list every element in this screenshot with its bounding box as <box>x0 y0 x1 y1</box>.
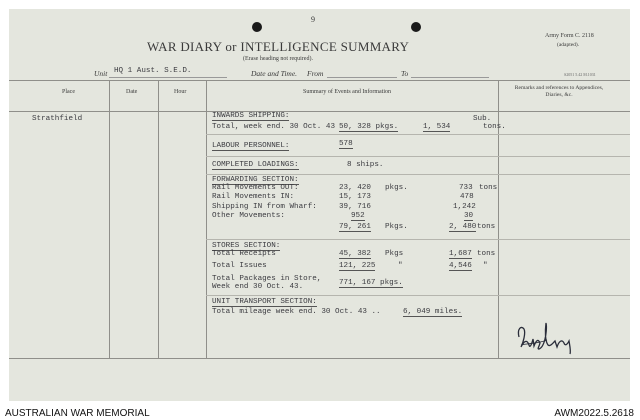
fwd-row-3-label: Shipping IN from Wharf: <box>212 203 317 211</box>
army-form-number: Army Form C. 2118 <box>545 33 594 39</box>
fwd-row-1-label: Rail Movements OUT: <box>212 184 299 192</box>
table-bottom-rule <box>9 358 630 359</box>
transport-title: UNIT TRANSPORT SECTION: <box>212 298 317 306</box>
to-label: To <box>401 69 409 78</box>
inwards-title: INWARDS SHIPPING: <box>212 112 290 120</box>
inwards-tons-unit: tons. <box>483 123 506 131</box>
fwd-row-3-pkgs: 39, 716 <box>339 203 371 211</box>
inwards-tons: 1, 534 <box>423 123 451 131</box>
punch-hole-right <box>411 22 421 32</box>
unit-underline <box>109 77 227 78</box>
signature <box>515 319 575 355</box>
forwarding-title: FORWARDING SECTION: <box>212 176 299 184</box>
fwd-row-2-pkgs: 15, 173 <box>339 193 371 201</box>
fwd-row-4-tons: 30 <box>464 212 474 220</box>
completed-title: COMPLETED LOADINGS: <box>212 161 299 169</box>
col-header-hour: Hour <box>174 89 187 95</box>
labour-value: 578 <box>339 140 353 148</box>
to-underline <box>411 77 489 78</box>
fwd-row-3-tons: 1,242 <box>453 203 476 211</box>
fwd-total-tons: 2, 480 <box>449 223 477 231</box>
stores-issues-label: Total Issues <box>212 262 267 270</box>
inwards-sub: Sub. <box>473 115 492 123</box>
fwd-row-2-label: Rail Movements IN: <box>212 193 295 201</box>
archive-reference: AWM2022.5.2618 <box>554 408 634 419</box>
row-rule-completed <box>206 174 630 175</box>
page-mark: 9 <box>311 15 315 24</box>
fwd-total-unit: Pkgs. <box>385 223 408 231</box>
print-reference: S2051 5.42 M.1031 <box>564 72 596 77</box>
transport-line: Total mileage week end. 30 Oct. 43 .. <box>212 308 381 316</box>
date-time-label: Date and Time. <box>251 69 298 78</box>
completed-value: 8 ships. <box>347 161 384 169</box>
unit-value: HQ 1 Aust. S.E.D. <box>114 67 192 75</box>
inwards-line: Total, week end. 30 Oct. 43 <box>212 123 336 131</box>
form-title: WAR DIARY or INTELLIGENCE SUMMARY <box>147 39 410 54</box>
fwd-row-1-tons: 733 <box>459 184 473 192</box>
transport-value: 6, 049 miles. <box>403 308 463 316</box>
stores-receipts-pkgs: 45, 382 <box>339 250 371 258</box>
stores-issues-tons-unit: " <box>483 262 488 270</box>
fwd-row-1-tons-unit: tons <box>479 184 498 192</box>
labour-title: LABOUR PERSONNEL: <box>212 142 290 150</box>
fwd-row-1-pkgs: 23, 420 <box>339 184 371 192</box>
stores-receipts-tons-unit: tons <box>477 250 496 258</box>
punch-hole-left <box>252 22 262 32</box>
fwd-row-4-label: Other Movements: <box>212 212 285 220</box>
row-rule-forwarding <box>206 239 630 240</box>
col-header-remarks: Remarks and references to Appendices, Diaries, &c. <box>514 85 604 98</box>
from-label: From <box>307 69 324 78</box>
fwd-row-2-tons: 478 <box>460 193 474 201</box>
stores-store-line-1: Total Packages in Store, <box>212 275 322 283</box>
fwd-total-tons-unit: tons <box>477 223 496 231</box>
col-rule-2 <box>158 80 159 358</box>
row-rule-stores <box>206 295 630 296</box>
stores-receipts-tons: 1,687 <box>449 250 472 258</box>
archive-name: AUSTRALIAN WAR MEMORIAL <box>5 408 150 419</box>
col-header-date: Date <box>126 89 138 95</box>
stores-issues-tons: 4,546 <box>449 262 472 270</box>
stores-store-value: 771, 167 pkgs. <box>339 279 403 287</box>
row-rule-labour <box>206 156 630 157</box>
diary-sheet <box>9 9 630 401</box>
col-rule-4 <box>498 80 499 358</box>
stores-receipts-unit: Pkgs <box>385 250 404 258</box>
from-underline <box>327 77 397 78</box>
inwards-pkgs: 50, 328 pkgs. <box>339 123 399 131</box>
fwd-row-1-unit: pkgs. <box>385 184 408 192</box>
unit-label: Unit <box>94 69 108 78</box>
archive-footer <box>0 401 640 420</box>
col-header-summary: Summary of Events and Information <box>303 89 391 95</box>
fwd-row-4-pkgs: 952 <box>351 212 365 220</box>
stores-title: STORES SECTION: <box>212 242 281 250</box>
col-header-place: Place <box>62 89 75 95</box>
stores-store-line-2: Week end 30 Oct. 43. <box>212 283 304 291</box>
place-value: Strathfield <box>32 115 83 123</box>
army-form-adapted: (adapted). <box>557 42 580 48</box>
table-top-rule <box>9 80 630 81</box>
table-header-rule <box>9 111 630 112</box>
col-rule-1 <box>109 80 110 358</box>
stores-issues-pkgs: 121, 225 <box>339 262 376 270</box>
stores-issues-unit: " <box>398 262 403 270</box>
row-rule-inwards <box>206 134 630 135</box>
form-subtitle: (Erase heading not required). <box>243 56 313 62</box>
col-rule-3 <box>206 80 207 358</box>
fwd-total-pkgs: 79, 261 <box>339 223 371 231</box>
stores-receipts-label: Total Receipts <box>212 250 276 258</box>
